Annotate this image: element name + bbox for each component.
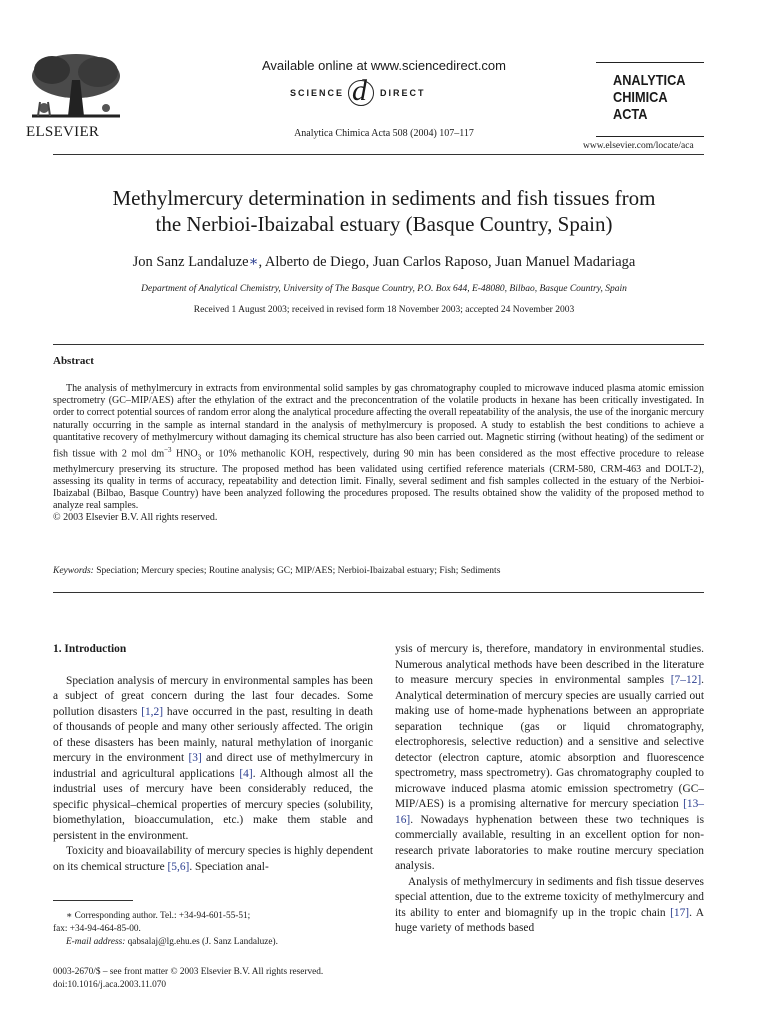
- title-line-1: Methylmercury determination in sediments and fish tissues from: [112, 186, 656, 210]
- title-line-2: the Nerbioi-Ibaizabal estuary (Basque Country, Spain): [155, 212, 613, 236]
- journal-citation: Analytica Chimica Acta 508 (2004) 107–117: [294, 128, 474, 139]
- keywords-list: Speciation; Mercury species; Routine analysis; GC; MIP/AES; Nerbioi-Ibaizabal estuary; Fish; Sediments: [93, 566, 501, 576]
- right-column: [395, 642, 704, 937]
- ref-link-5-6[interactable]: [5,6]: [167, 860, 190, 873]
- footnote: [53, 910, 373, 949]
- journal-url[interactable]: www.elsevier.com/locate/aca: [583, 141, 694, 151]
- abstract-body: [53, 383, 704, 525]
- footnote-corresponding: ∗ Corresponding author. Tel.: +34-94-601-55-51;: [66, 911, 251, 921]
- intro-p2-b: . Speciation anal-: [189, 860, 269, 873]
- issn-line: 0003-2670/$ – see front matter © 2003 Elsevier B.V. All rights reserved.: [53, 967, 324, 977]
- journal-top-rule: [596, 62, 704, 63]
- journal-name-line3: ACTA: [613, 106, 648, 123]
- doi-line: doi:10.1016/j.aca.2003.11.070: [53, 980, 167, 990]
- ref-link-4[interactable]: [4]: [239, 767, 253, 780]
- footnote-fax: fax: +34-94-464-85-00.: [53, 924, 141, 934]
- received-dates: Received 1 August 2003; received in revised form 18 November 2003; accepted 24 November 2003: [193, 305, 575, 315]
- author-1: Jon Sanz Landaluze: [132, 254, 249, 270]
- right-p1-a: ysis of mercury is, therefore, mandatory in environmental studies. Numerous analytical methods have been described in the literature to measure mercury species in environmental samples: [395, 643, 704, 686]
- email-address: qabsalaj@lg.ehu.es (J. Sanz Landaluze).: [125, 937, 278, 947]
- keywords-label: Keywords:: [53, 566, 94, 576]
- intro-p1-d: . Although almost all the industrial uses of mercury have been considerably reduced, the specific physical–chemical properties of mercury species (solubility, biomethylation, bioaccumulation, etc.) make them stable and persistent in the environment.: [53, 767, 373, 842]
- corresponding-author-link[interactable]: ∗: [248, 254, 259, 270]
- article-title: [0, 185, 768, 237]
- header-rule: [53, 154, 704, 155]
- sciencedirect-logo: [290, 74, 480, 108]
- abstract-copyright: © 2003 Elsevier B.V. All rights reserved.: [53, 512, 218, 524]
- right-p1-c: . Nowadays hyphenation between these two techniques is commercially available, resulting in an excellent option for non-research private laboratories to make routine mercury speciation analysis.: [395, 813, 704, 872]
- journal-title-block: [613, 72, 686, 123]
- affiliation: Department of Analytical Chemistry, University of The Basque Country, P.O. Box 644, E-48080, Bilbao, Basque Country, Spain: [141, 284, 627, 294]
- ref-link-17[interactable]: [17]: [670, 906, 690, 919]
- abstract-heading: Abstract: [53, 355, 94, 367]
- abstract-sup: −3: [164, 446, 172, 455]
- intro-p1-c: and direct use of methylmercury in industrial and agricultural applications: [53, 752, 374, 780]
- ref-link-7-12[interactable]: [7–12]: [670, 674, 702, 686]
- direct-word: DIRECT: [380, 88, 426, 98]
- right-paragraph-2: [395, 875, 704, 937]
- email-label: E-mail address:: [66, 937, 126, 947]
- ref-link-13-16[interactable]: [13–16]: [395, 798, 704, 826]
- left-column: [53, 642, 373, 875]
- other-authors: , Alberto de Diego, Juan Carlos Raposo, Juan Manuel Madariaga: [258, 254, 636, 270]
- publisher-name: ELSEVIER: [26, 124, 100, 140]
- available-online-text: Available online at www.sciencedirect.com: [262, 58, 506, 73]
- science-word: SCIENCE: [290, 88, 345, 98]
- right-paragraph-1: [395, 642, 704, 875]
- ref-link-1-2[interactable]: [1,2]: [141, 705, 164, 718]
- journal-name-line2: CHIMICA: [613, 89, 668, 106]
- intro-paragraph-1: [53, 674, 373, 845]
- bottom-matter: [53, 966, 373, 992]
- right-p2-a: Analysis of methylmercury in sediments and fish tissue deserves special attention, due to the extreme toxicity of methylmercury and its ability to enter and biomagnify up in the tropic chain: [395, 875, 704, 919]
- intro-p1-b: have occurred in the past, resulting in death of thousands of people and many other seriously affected. The origin of these disasters has been mainly, natural methylation of inorganic mercury in the environment: [53, 705, 373, 764]
- right-p2-b: . A huge variety of methods based: [395, 906, 704, 934]
- right-p1-b: . Analytical determination of mercury species are usually carried out making use of home-made hyphenations between an appropriate separation technique (gas or liquid chromatography, electrophoresis, selective reduction) and a sensitive and selective detector (electron capture, atomic absorption and fluorescence spectrometry, mass spectrometry). Gas chromatography coupled to microwave induced plasma atomic emission spectrometry (GC–MIP/AES) is a promising alternative for mercury speciation: [395, 674, 704, 810]
- footnote-email: [53, 936, 373, 949]
- intro-paragraph-2: [53, 844, 373, 875]
- intro-p1-a: Speciation analysis of mercury in environmental samples has been a subject of great concern during the last four decades. Some pollution disasters: [53, 674, 373, 718]
- abstract-part-a: The analysis of methylmercury in extracts from environmental solid samples by gas chromatography coupled to microwave induced plasma atomic emission spectrometry (GC–MIP/AES) after the ethylation of the extract and the preconcentration of the volatile products in hexane has been critically investigated. In order to correct potential sources of random error along the analytical procedure affecting the overall repeatability of the analysis, the use of the inorganic mercury naturally occurring in the sample as internal standard in the analysis of methylmercury is proposed. A study to establish the best conditions to achieve a quantitative recovery of methylmercury without damaging its chemical structure has also been carried out. Magnetic stirring (without heating) of the sediment or fish tissue with 2 mol dm: [53, 383, 704, 460]
- abstract-part-b: HNO: [171, 448, 198, 460]
- intro-p2-a: Toxicity and bioavailability of mercury species is highly dependent on its chemical structure: [53, 845, 373, 873]
- journal-name-line1: ANALYTICA: [613, 72, 686, 89]
- section-heading-introduction: 1. Introduction: [53, 643, 127, 655]
- author-list: [0, 254, 768, 271]
- abstract-sub: 3: [197, 453, 202, 462]
- abstract-part-c: or 10% methanolic KOH, respectively, during 90 min has been considered as the most effective procedure to release methylmercury preserving its structure. The proposed method has been validated using certified reference materials (CRM-580, CRM-463 and DOLT-2), assessing its quality in terms of accuracy, repeatability and detection limit. Finally, several sediment and fish samples collected in the estuary of the Nerbioi-Ibaizabal (Bilbao, Basque Country) have been analyzed following the procedures proposed. The results obtained show the validity of the proposed method to analyze real samples.: [53, 448, 704, 512]
- keywords: [53, 566, 704, 576]
- ref-link-3[interactable]: [3]: [188, 752, 202, 764]
- sciencedirect-circle-icon: [348, 80, 374, 106]
- sciencedirect-d-mark: d: [352, 74, 367, 107]
- footnote-rule: [53, 900, 133, 901]
- abstract-text: [53, 383, 704, 512]
- abstract-top-rule: [53, 344, 704, 345]
- journal-bottom-rule: [596, 136, 704, 137]
- keywords-bottom-rule: [53, 592, 704, 593]
